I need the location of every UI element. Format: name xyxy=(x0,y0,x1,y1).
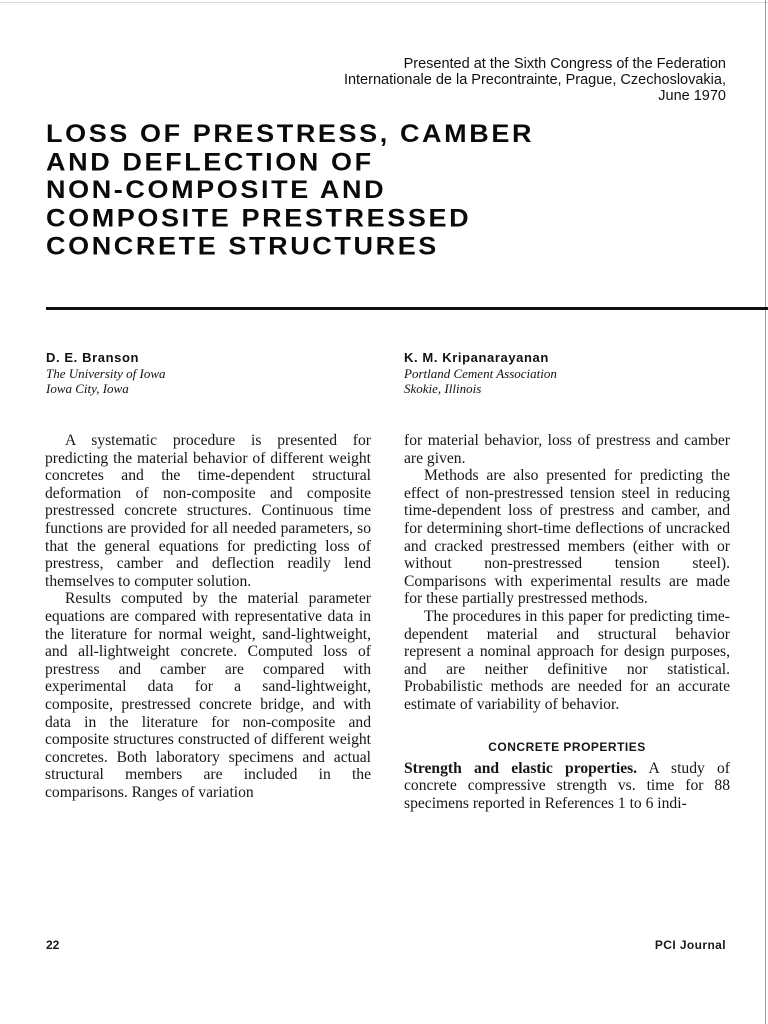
runin-heading: Strength and elastic properties. xyxy=(404,759,638,777)
title-line: CONCRETE STRUCTURES xyxy=(46,232,439,260)
journal-name: PCI Journal xyxy=(654,938,726,952)
author-location: Skokie, Illinois xyxy=(404,381,482,396)
paper-title xyxy=(46,120,736,260)
title-line: AND DEFLECTION OF xyxy=(46,148,374,176)
section-text: A study of concrete compressive strength vs. time for 88 specimens reported in References 1 to 6 indi- xyxy=(404,759,731,812)
presented-line: Internationale de la Precontrainte, Prague, Czechoslovakia, xyxy=(343,72,726,88)
title-rule xyxy=(46,307,768,310)
page-top-edge xyxy=(0,2,768,3)
presented-line: Presented at the Sixth Congress of the Federation xyxy=(403,56,726,72)
body-paragraph: for material behavior, loss of prestress and camber are given. xyxy=(404,432,730,467)
presented-note xyxy=(344,56,726,104)
author-location: Iowa City, Iowa xyxy=(46,381,129,396)
author-affiliation: The University of Iowa xyxy=(46,366,166,381)
section-heading: CONCRETE PROPERTIES xyxy=(488,739,646,754)
body-paragraph xyxy=(404,760,730,813)
body-paragraph: Results computed by the material parameter equations are compared with representative data in the literature for normal weight, sand-lightweight, and all-lightweight concrete. Computed loss of prestress and camber are compared with experimental data for a sand-lightweight, composite, prestressed concrete bridge, and with data in the literature for non-composite and composite structures constructed of different weight concretes. Both laboratory specimens and actual structural members are included in the comparisons. Ranges of variation xyxy=(45,590,371,801)
title-line: LOSS OF PRESTRESS, CAMBER xyxy=(46,120,535,148)
author-block xyxy=(404,350,557,396)
title-line: COMPOSITE PRESTRESSED xyxy=(46,204,472,232)
left-column xyxy=(45,432,371,801)
title-line: NON-COMPOSITE AND xyxy=(46,176,387,204)
body-paragraph: A systematic procedure is presented for predicting the material behavior of different weight concretes and the time-dependent structural deformation of non-composite and composite prestressed concrete structures. Continuous time functions are provided for all needed parameters, so that the general equations for predicting loss of prestress, camber and deflection readily lend themselves to computer solution. xyxy=(45,432,371,590)
page-number: 22 xyxy=(46,938,60,952)
body-paragraph: The procedures in this paper for predicting time-dependent material and structural behavior represent a nominal approach for design purposes, and are neither definitive nor statistical. Probabilistic methods are needed for an accurate estimate of variability of behavior. xyxy=(404,607,730,713)
author-name: K. M. Kripanarayanan xyxy=(404,350,549,365)
presented-line: June 1970 xyxy=(658,88,726,104)
author-affiliation: Portland Cement Association xyxy=(404,366,557,381)
author-name: D. E. Branson xyxy=(46,350,140,365)
body-paragraph: Methods are also presented for predicting the effect of non-prestressed tension steel in reducing time-dependent loss of prestress and camber, and for determining short-time deflections of uncracked and cracked prestressed members (either with or without non-prestressed tension steel). Comparisons with experimental results are made for these partially prestressed methods. xyxy=(404,467,730,608)
page-right-edge xyxy=(765,0,766,1024)
author-block xyxy=(46,350,166,396)
right-column xyxy=(404,432,730,812)
